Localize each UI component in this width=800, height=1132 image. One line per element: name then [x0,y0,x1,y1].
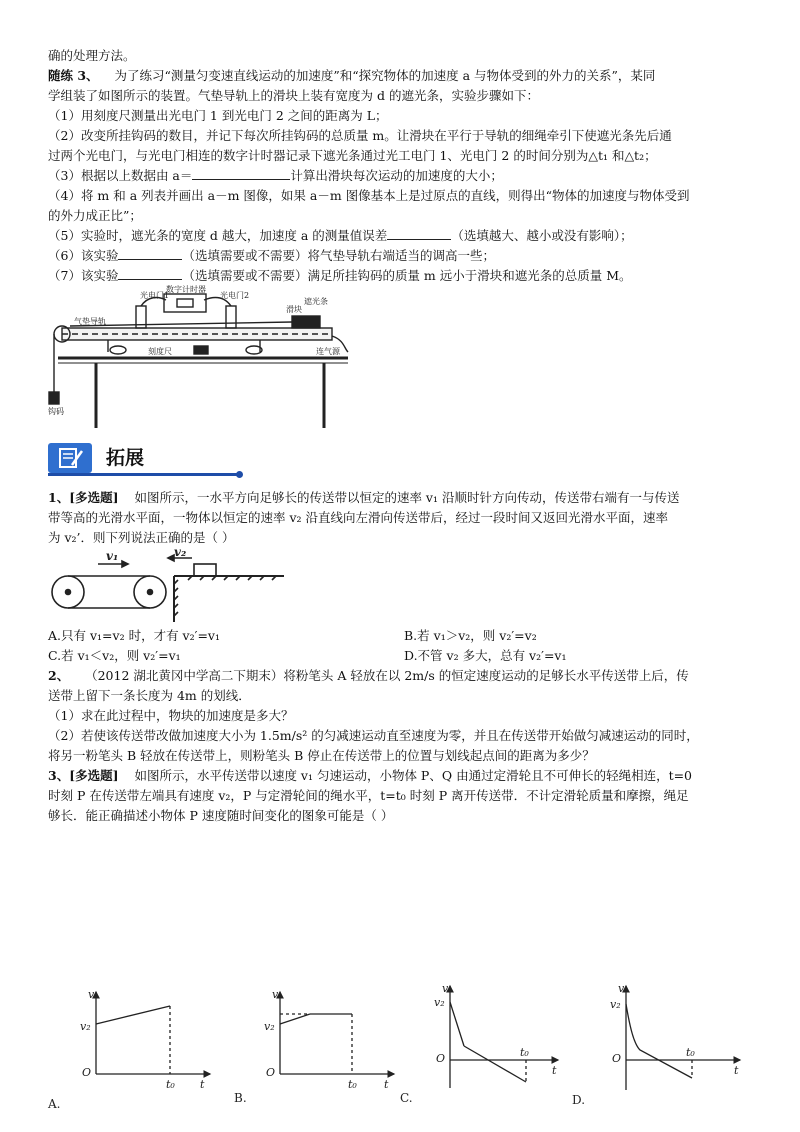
q1-text-2: 带等高的光滑水平面，一物体以恒定的速率 v₂ 沿直线向左滑向传送带后，经过一段时间又返回光滑水平面，速率 [48,510,669,525]
svg-text:O: O [612,1052,622,1065]
q1-option-a[interactable]: A.只有 v₁=v₂ 时，才有 v₂′=v₁ [48,628,220,643]
q1-options-row-1 [48,626,760,646]
q1-option-d[interactable]: D.不管 v₂ 多大，总有 v₂′=v₁ [404,648,567,663]
step-6: （6）该实验 （选填需要或不需要）将气垫导轨右端适当的调高一些； [48,248,495,263]
q2-part-2a: （2）若使该传送带改做加速度大小为 1.5m/s² 的匀减速运动直至速度为零，并且在传送带开始做匀减速运动的同时， [48,728,699,743]
label-weight: 钩码 [48,407,64,416]
svg-text:t₀: t₀ [520,1046,529,1059]
svg-text:v: v [88,988,95,1001]
air-track-apparatus-figure [48,285,358,430]
notepad-icon [48,443,92,473]
svg-text:t₀: t₀ [348,1078,357,1091]
step-1: （1）用刻度尺测量出光电门 1 到光电门 2 之间的距离为 L； [48,108,388,123]
section-dot [236,471,243,478]
section-title: 拓展 [106,447,145,469]
label-gate-2: 光电门2 [220,291,250,300]
step-2a: （2）改变所挂钩码的数目，并记下每次所挂钩码的总质量 m。让滑块在平行于导轨的细绳牵引下使遮光条先后通 [48,128,672,143]
q1-options-row-2 [48,646,760,666]
q2-part-2b: 将另一粉笔头 B 轻放在传送带上，则粉笔头 B 停止在传送带上的位置与划线起点间的距离为多少？ [48,748,595,763]
answer-blank [387,226,451,240]
label-rail: 气垫导轨 [74,317,106,326]
graph-c[interactable] [450,986,558,1088]
graph-b-label: B. [234,1091,247,1105]
step-7: （7）该实验 （选填需要或不需要）满足所挂钩码的质量 m 远小于滑块和遮光条的总质量 M。 [48,268,632,283]
graph-b[interactable] [280,992,394,1074]
label-strip: 遮光条 [304,297,328,306]
graph-c-label: C. [400,1091,413,1105]
graph-a[interactable] [96,992,210,1074]
label-timer: 数字计时器 [166,285,206,294]
answer-blank [192,166,290,180]
svg-text:O: O [436,1052,446,1065]
svg-text:t₀: t₀ [686,1046,695,1059]
section-header [48,440,760,476]
label-ruler: 刻度尺 [148,347,172,356]
svg-text:v: v [618,982,625,995]
step-4b: 的外力成正比”； [48,208,142,223]
practice-3-intro-2: 学组装了如图所示的装置。气垫导轨上的滑块上装有宽度为 d 的遮光条，实验步骤如下： [48,88,539,103]
q2-text-2: 送带上留下一条长度为 4m 的划线． [48,688,251,703]
section-rule [48,473,240,476]
vt-graph-options [40,978,760,1118]
q1-text-3: 为 v₂’．则下列说法正确的是（ ） [48,530,235,545]
step-3: （3）根据以上数据由 a＝ 计算出滑块每次运动的加速度的大小； [48,168,503,183]
svg-text:t: t [200,1078,205,1091]
fig-v1-label: v₁ [106,549,119,563]
q2-part-1: （1）求在此过程中，物块的加速度是多大？ [48,708,294,723]
svg-text:v: v [442,982,449,995]
answer-blank [118,246,182,260]
svg-text:v: v [272,988,279,1001]
answer-blank [118,266,182,280]
q3-text: 3、[多选题] 如图所示，水平传送带以速度 v₁ 匀速运动，小物体 P、Q 由通过定滑轮且不可伸长的轻绳相连，t=0 [48,768,693,783]
step-2b: 过两个光电门，与光电门相连的数字计时器记录下遮光条通过光工电门 1、光电门 2 的时间分别为△t₁ 和△t₂； [48,148,657,163]
graph-d[interactable] [626,986,740,1090]
svg-text:v₂: v₂ [610,998,621,1011]
step-4a: （4）将 m 和 a 列表并画出 a－m 图像，如果 a－m 图像基本上是过原点的直线，则得出“物体的加速度与物体受到 [48,188,690,203]
graph-d-label: D. [572,1093,586,1107]
svg-text:t: t [734,1064,739,1077]
document-body [48,46,760,826]
svg-text:t: t [384,1078,389,1091]
svg-text:v₂: v₂ [264,1020,275,1033]
label-gate-1: 光电门1 [140,291,170,300]
conveyor-belt-figure [48,545,288,622]
svg-text:v₂: v₂ [80,1020,91,1033]
q1-option-c[interactable]: C.若 v₁＜v₂，则 v₂′=v₁ [48,648,181,663]
practice-3-intro: 随练 3、 为了练习“测量匀变速直线运动的加速度”和“探究物体的加速度 a 与物体受到的外力的关系”，某同 [48,68,656,83]
q3-text-2: 时刻 P 在传送带左端具有速度 v₂，P 与定滑轮间的绳水平，t=t₀ 时刻 P 离开传送带．不计定滑轮质量和摩擦，绳足 [48,788,689,803]
q1-text: 1、[多选题] 如图所示，一水平方向足够长的传送带以恒定的速率 v₁ 沿顺时针方向传动，传送带右端有一与传送 [48,490,680,505]
svg-text:v₂: v₂ [434,996,445,1009]
q3-text-3: 够长．能正确描述小物体 P 速度随时间变化的图象可能是（ ） [48,808,394,823]
practice-3-label: 随练 3、 [48,68,99,83]
fig-v2-label: v₂ [174,545,187,559]
q2-text: 2、 （2012 湖北黄冈中学高二下期末）将粉笔头 A 轻放在以 2m/s 的恒定速度运动的足够长水平传送带上后，传 [48,668,689,683]
top-text: 确的处理方法。 [48,48,136,63]
svg-text:t: t [552,1064,557,1077]
step-5: （5）实验时，遮光条的宽度 d 越大，加速度 a 的测量值误差 （选填越大、越小或没有影响）； [48,228,633,243]
label-slider: 滑块 [286,305,302,314]
svg-text:t₀: t₀ [166,1078,175,1091]
svg-text:O: O [82,1066,92,1079]
graph-a-label: A. [48,1097,61,1111]
label-air: 连气源 [316,347,340,356]
q1-option-b[interactable]: B.若 v₁＞v₂，则 v₂′=v₂ [404,628,537,643]
svg-text:O: O [266,1066,276,1079]
